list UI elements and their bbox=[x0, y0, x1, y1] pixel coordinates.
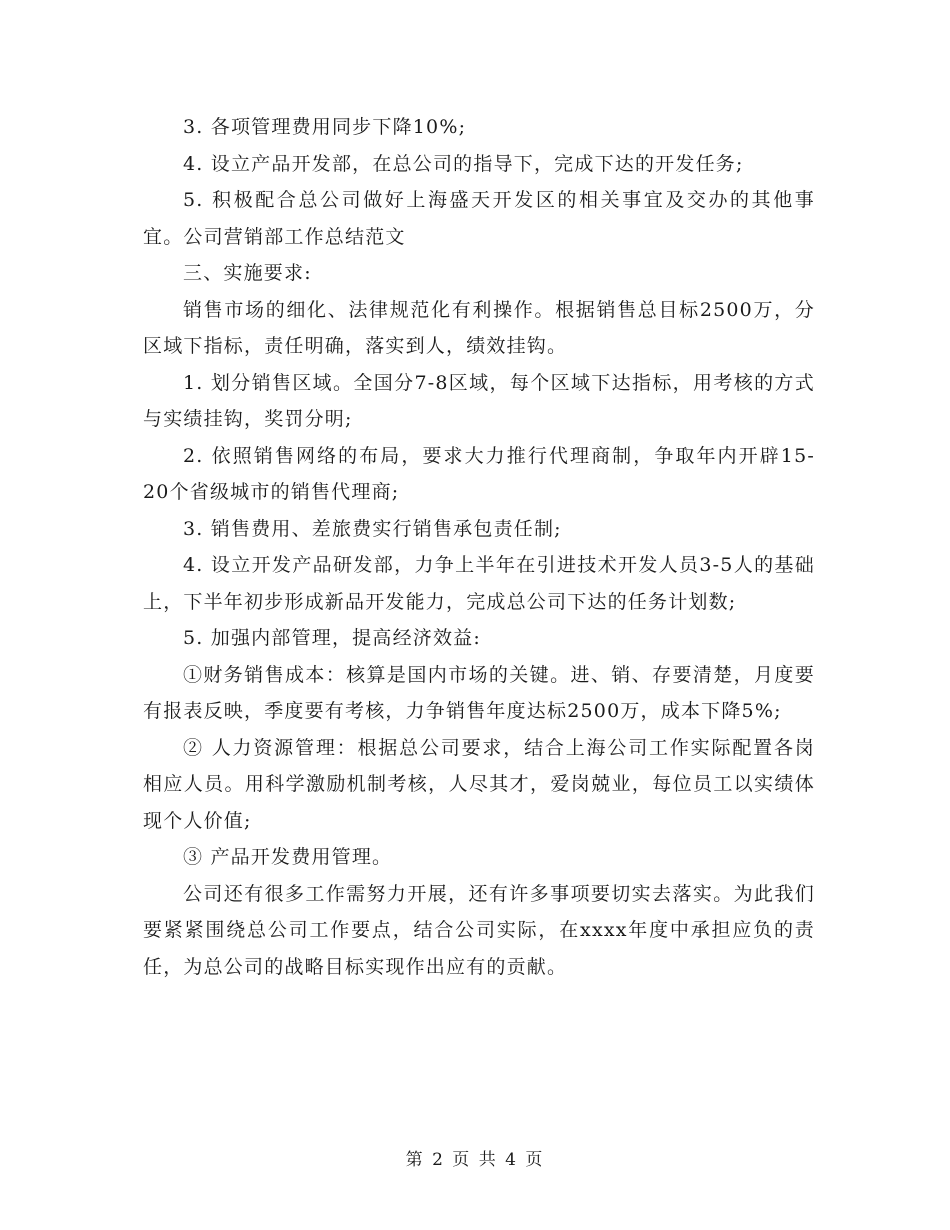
paragraph: 5. 积极配合总公司做好上海盛天开发区的相关事宜及交办的其他事宜。公司营销部工作总结范文 bbox=[143, 189, 815, 248]
paragraph: 4. 设立开发产品研发部，力争上半年在引进技术开发人员3-5人的基础上，下半年初步形成新品开发能力，完成总公司下达的任务计划数; bbox=[143, 554, 815, 613]
page-number-footer: 第 2 页 共 4 页 bbox=[405, 1150, 545, 1170]
paragraph: 销售市场的细化、法律规范化有利操作。根据销售总目标2500万，分区域下指标，责任明确，落实到人，绩效挂钩。 bbox=[143, 298, 815, 357]
paragraph: 1. 划分销售区域。全国分7-8区域，每个区域下达指标，用考核的方式与实绩挂钩，奖罚分明; bbox=[143, 371, 815, 430]
document-body bbox=[143, 109, 815, 985]
paragraph: ①财务销售成本：核算是国内市场的关键。进、销、存要清楚，月度要有报表反映，季度要有考核，力争销售年度达标2500万，成本下降5%; bbox=[143, 663, 815, 722]
paragraph: 4. 设立产品开发部，在总公司的指导下，完成下达的开发任务; bbox=[183, 152, 744, 175]
paragraph: 2. 依照销售网络的布局，要求大力推行代理商制，争取年内开辟15-20个省级城市的销售代理商; bbox=[143, 444, 815, 503]
paragraph: 3. 各项管理费用同步下降10%; bbox=[183, 116, 467, 138]
paragraph: 5. 加强内部管理，提高经济效益: bbox=[183, 627, 481, 649]
paragraph: ② 人力资源管理：根据总公司要求，结合上海公司工作实际配置各岗相应人员。用科学激励机制考核，人尽其才，爱岗兢业，每位员工以实绩体现个人价值; bbox=[143, 736, 815, 832]
paragraph: 3. 销售费用、差旅费实行销售承包责任制; bbox=[183, 517, 562, 540]
section-heading: 三、实施要求: bbox=[183, 262, 312, 284]
paragraph: 公司还有很多工作需努力开展，还有许多事项要切实去落实。为此我们要紧紧围绕总公司工作要点，结合公司实际，在xxxx年度中承担应负的责任，为总公司的战略目标实现作出应有的贡献。 bbox=[143, 882, 815, 978]
paragraph: ③ 产品开发费用管理。 bbox=[183, 846, 393, 868]
